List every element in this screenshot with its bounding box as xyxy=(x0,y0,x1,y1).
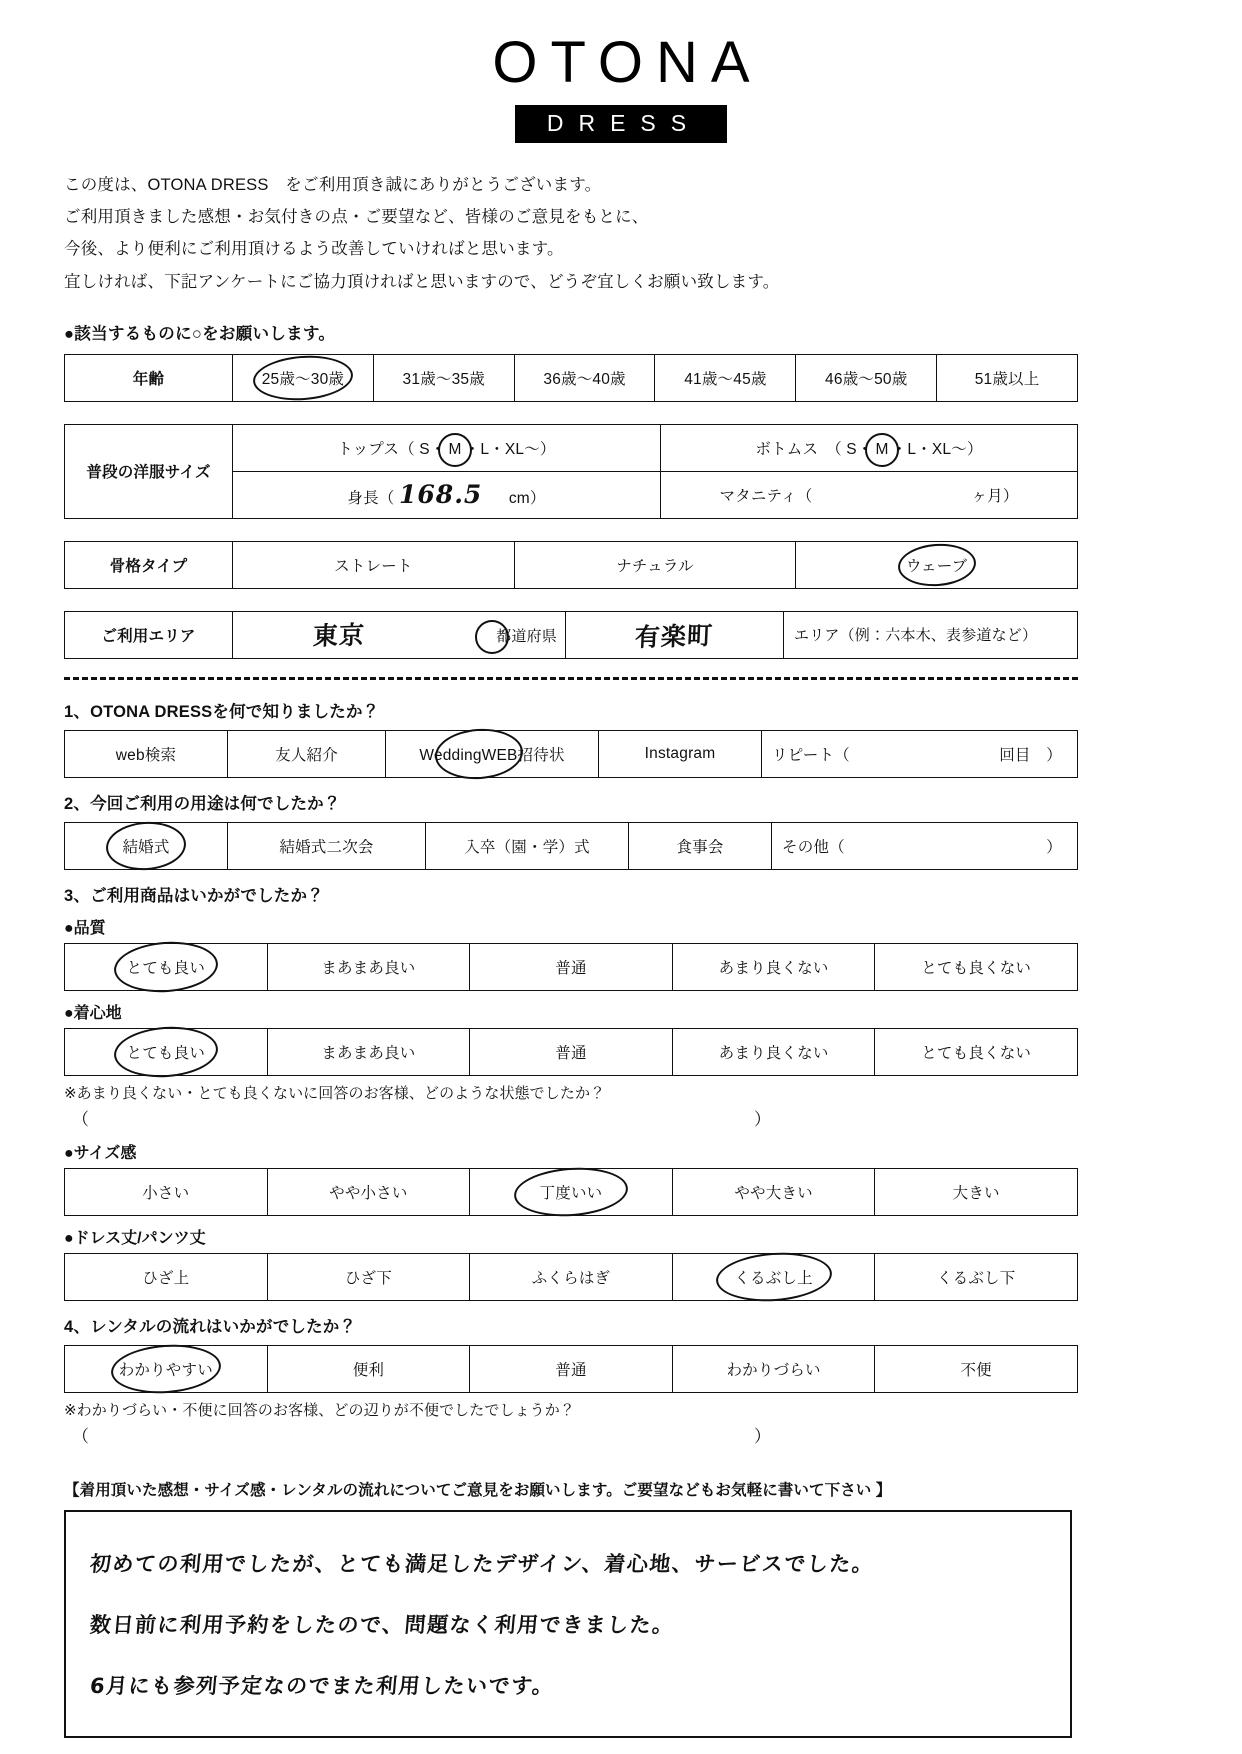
q2-option-1[interactable] xyxy=(228,822,426,869)
table-row xyxy=(65,822,1078,869)
paren-right: ） xyxy=(754,1109,771,1129)
q1-option-2[interactable] xyxy=(386,730,599,777)
age-option-5-label: 51歳以上 xyxy=(974,370,1040,388)
q3-comfort-option-1[interactable] xyxy=(267,1028,470,1075)
section-divider xyxy=(64,677,1078,680)
q3-length-option-3[interactable] xyxy=(672,1253,875,1300)
tops-size-cell[interactable] xyxy=(233,424,661,471)
table-row xyxy=(65,1168,1078,1215)
q3-length-option-4-label: くるぶし下 xyxy=(936,1269,1016,1287)
maternity-suffix: ヶ月） xyxy=(971,487,1019,505)
q1-option-1[interactable] xyxy=(228,730,386,777)
q3-length-option-3-label: くるぶし上 xyxy=(734,1269,813,1287)
q2-option-3[interactable] xyxy=(629,822,772,869)
frame-type-option-2-label: ウェーブ xyxy=(905,557,968,575)
q3-length-option-2-label: ふくらはぎ xyxy=(531,1269,611,1287)
q3-size-feel-label: ●サイズ感 xyxy=(64,1144,137,1162)
q3-length-option-4[interactable] xyxy=(875,1253,1078,1300)
table-row xyxy=(65,424,1078,471)
q2-table xyxy=(64,822,1078,870)
q2-option-1-label: 結婚式二次会 xyxy=(279,838,374,856)
q3-length-table xyxy=(64,1253,1078,1301)
q1-option-4-label: リピート（ xyxy=(772,746,850,764)
spacer xyxy=(0,519,1242,541)
q2-option-0-label: 結婚式 xyxy=(122,838,170,856)
q4-note: ※わかりづらい・不便に回答のお客様、どの辺りが不便でしたでしょうか？ xyxy=(64,1401,575,1419)
frame-type-label: 骨格タイプ xyxy=(65,541,233,588)
q4-heading: 4、レンタルの流れはいかがでしたか？ xyxy=(64,1317,357,1336)
q4-free-input[interactable] xyxy=(64,1422,1078,1448)
maternity-prefix: マタニティ（ xyxy=(719,487,813,505)
frame-type-option-0-label: ストレート xyxy=(334,557,413,575)
age-option-0[interactable] xyxy=(233,354,374,401)
frame-type-option-2[interactable] xyxy=(796,541,1078,588)
q2-other-close: ） xyxy=(1046,838,1062,856)
age-option-4-label: 46歳〜50歳 xyxy=(825,370,908,388)
table-row xyxy=(65,1028,1078,1075)
q4-option-3-label: わかりづらい xyxy=(726,1361,821,1379)
table-row xyxy=(65,943,1078,990)
logo-secondary-text: DRESS xyxy=(515,105,727,143)
bottoms-prefix: ボトムス （ S・ xyxy=(755,440,873,458)
q2-option-2-label: 入卒（園・学）式 xyxy=(464,838,590,856)
paren-right: ） xyxy=(754,1426,771,1446)
use-area-table xyxy=(64,611,1078,659)
age-option-2[interactable] xyxy=(514,354,655,401)
q3-size-feel-option-0-label: 小さい xyxy=(142,1184,190,1202)
q4-table xyxy=(64,1345,1078,1393)
tops-prefix: トップス（ S・ xyxy=(337,440,446,458)
q3-comfort-note: ※あまり良くない・とても良くないに回答のお客様、どのような状態でしたか？ xyxy=(64,1084,606,1102)
q3-quality-option-4-label: とても良くない xyxy=(921,959,1032,977)
q3-heading: 3、ご利用商品はいかがでしたか？ xyxy=(64,886,324,905)
q3-length-option-0[interactable] xyxy=(65,1253,268,1300)
q3-length-option-1[interactable] xyxy=(267,1253,470,1300)
clothing-size-table xyxy=(64,424,1078,519)
q3-comfort-option-3-label: あまり良くない xyxy=(718,1044,829,1062)
age-option-4[interactable] xyxy=(796,354,937,401)
height-cell[interactable] xyxy=(233,471,661,518)
spacer xyxy=(0,1301,1242,1313)
table-row xyxy=(65,1253,1078,1300)
q3-size-feel-option-3[interactable] xyxy=(672,1168,875,1215)
use-area-label: ご利用エリア xyxy=(65,611,233,658)
q4-option-3[interactable] xyxy=(672,1345,875,1392)
q4-option-1-label: 便利 xyxy=(352,1361,385,1379)
paren-left: （ xyxy=(72,1426,89,1446)
maternity-cell[interactable] xyxy=(661,471,1078,518)
free-comment-line-2: 数日前に利用予約をしたので、問題なく利用できました。 xyxy=(88,1612,676,1637)
q3-quality-option-0-label: とても良い xyxy=(126,959,206,977)
q3-size-feel-option-4-label: 大きい xyxy=(952,1184,1000,1202)
age-option-2-label: 36歳〜40歳 xyxy=(543,370,626,388)
q3-size-feel-option-1-label: やや小さい xyxy=(329,1184,408,1202)
q3-size-feel-option-3-label: やや大きい xyxy=(734,1184,813,1202)
q3-comfort-option-0-label: とても良い xyxy=(126,1044,206,1062)
q3-quality-option-4[interactable] xyxy=(875,943,1078,990)
q2-option-0[interactable] xyxy=(65,822,228,869)
q1-option-3-label: Instagram xyxy=(644,744,716,762)
q1-option-0[interactable] xyxy=(65,730,228,777)
clothing-size-label: 普段の洋服サイズ xyxy=(65,424,233,518)
height-prefix: 身長（ xyxy=(347,490,395,508)
q3-length-option-0-label: ひざ上 xyxy=(142,1269,190,1287)
area-hint-cell xyxy=(784,611,1078,658)
age-table xyxy=(64,354,1078,402)
area-cell[interactable] xyxy=(566,611,784,658)
q1-option-4[interactable] xyxy=(762,730,1078,777)
intro-paragraph xyxy=(64,169,1242,298)
age-option-1-label: 31歳〜35歳 xyxy=(402,370,485,388)
prefecture-suffix: 都道府県 xyxy=(496,627,557,645)
free-comment-handwriting xyxy=(90,1534,1054,1717)
q4-option-4-label: 不便 xyxy=(960,1361,992,1379)
q1-heading: 1、OTONA DRESSを何で知りましたか？ xyxy=(64,702,380,721)
free-comment-line-3: 6月にも参列予定なのでまた利用したいです。 xyxy=(88,1673,556,1698)
frame-type-option-0[interactable] xyxy=(233,541,515,588)
q3-quality-option-3[interactable] xyxy=(672,943,875,990)
q3-comfort-option-4-label: とても良くない xyxy=(921,1044,1032,1062)
q3-quality-label: ●品質 xyxy=(64,919,106,937)
height-suffix: cm） xyxy=(508,490,546,508)
q2-option-2[interactable] xyxy=(426,822,629,869)
q3-comfort-option-2[interactable] xyxy=(470,1028,673,1075)
q3-size-feel-option-2-label: 丁度いい xyxy=(539,1184,603,1202)
q4-option-2-label: 普通 xyxy=(555,1361,587,1379)
q2-option-other[interactable] xyxy=(772,822,1078,869)
q1-option-1-label: 友人紹介 xyxy=(275,746,338,764)
q2-option-3-label: 食事会 xyxy=(676,838,724,856)
prefecture-cell[interactable] xyxy=(233,611,566,658)
tops-selected-size: M xyxy=(446,441,465,459)
q3-quality-option-3-label: あまり良くない xyxy=(718,959,829,977)
q3-quality-option-1[interactable] xyxy=(267,943,470,990)
logo-primary-text: OTONA xyxy=(492,30,763,95)
table-row xyxy=(65,611,1078,658)
q3-quality-option-1-label: まあまあ良い xyxy=(321,959,416,977)
q3-size-feel-option-1[interactable] xyxy=(267,1168,470,1215)
q3-comfort-option-0[interactable] xyxy=(65,1028,268,1075)
q3-length-option-2[interactable] xyxy=(470,1253,673,1300)
intro-line-3: 今後、より便利にご利用頂けるよう改善していければと思います。 xyxy=(64,240,564,259)
frame-type-table xyxy=(64,541,1078,589)
circle-instruction: ●該当するものに○をお願いします。 xyxy=(64,324,336,343)
spacer xyxy=(0,402,1242,424)
q3-comfort-option-1-label: まあまあ良い xyxy=(321,1044,416,1062)
table-row xyxy=(65,730,1078,777)
q3-quality-table xyxy=(64,943,1078,991)
prefecture-value: 東京 xyxy=(312,620,366,651)
q3-quality-option-2-label: 普通 xyxy=(555,959,587,977)
intro-line-4: 宜しければ、下記アンケートにご協力頂ければと思いますので、どうぞ宜しくお願い致します。 xyxy=(64,272,780,291)
intro-line-2: ご利用頂きました感想・お気付きの点・ご要望など、皆様のご意見をもとに、 xyxy=(64,208,649,227)
q3-comfort-option-2-label: 普通 xyxy=(555,1044,587,1062)
table-row xyxy=(65,1345,1078,1392)
q4-option-0[interactable] xyxy=(65,1345,268,1392)
q2-other-label: その他（ xyxy=(782,838,845,856)
q1-option-2-label: WeddingWEB招待状 xyxy=(419,746,565,764)
q4-option-2[interactable] xyxy=(470,1345,673,1392)
table-row xyxy=(65,541,1078,588)
age-label: 年齢 xyxy=(65,354,233,401)
tops-suffix: ・L・XL〜） xyxy=(464,440,556,458)
q3-length-label: ●ドレス丈/パンツ丈 xyxy=(64,1229,206,1247)
q3-size-feel-option-2[interactable] xyxy=(470,1168,673,1215)
q4-option-4[interactable] xyxy=(875,1345,1078,1392)
q3-comfort-label: ●着心地 xyxy=(64,1004,122,1022)
paren-left: （ xyxy=(72,1109,89,1129)
brand-logo xyxy=(0,0,1242,143)
bottoms-size-cell[interactable] xyxy=(661,424,1078,471)
age-option-1[interactable] xyxy=(373,354,514,401)
q3-quality-option-2[interactable] xyxy=(470,943,673,990)
q2-heading: 2、今回ご利用の用途は何でしたか？ xyxy=(64,794,341,813)
q1-table xyxy=(64,730,1078,778)
q3-comfort-option-3[interactable] xyxy=(672,1028,875,1075)
frame-type-option-1-label: ナチュラル xyxy=(616,557,694,575)
free-comment-title: 【着用頂いた感想・サイズ感・レンタルの流れについてご意見をお願いします。ご要望などもお気軽に書いて下さい 】 xyxy=(64,1481,892,1499)
area-hint: エリア（例：六本木、表参道など） xyxy=(794,627,1038,645)
age-option-0-label: 25歳〜30歳 xyxy=(261,370,345,388)
table-row xyxy=(65,354,1078,401)
q3-length-option-1-label: ひざ下 xyxy=(344,1269,392,1287)
q4-option-0-label: わかりやすい xyxy=(118,1361,213,1379)
q3-quality-option-0[interactable] xyxy=(65,943,268,990)
q1-option-0-label: web検索 xyxy=(115,746,177,764)
q3-size-feel-table xyxy=(64,1168,1078,1216)
free-comment-box[interactable] xyxy=(64,1510,1072,1738)
q3-size-feel-option-0[interactable] xyxy=(65,1168,268,1215)
frame-type-option-1[interactable] xyxy=(514,541,796,588)
q1-repeat-suffix: 回目 ） xyxy=(999,746,1062,764)
q4-option-1[interactable] xyxy=(267,1345,470,1392)
age-option-3-label: 41歳〜45歳 xyxy=(684,370,767,388)
bottoms-suffix: ・L・XL〜） xyxy=(891,440,983,458)
q3-comfort-free-input[interactable] xyxy=(64,1105,1078,1131)
free-comment-line-1: 初めての利用でしたが、とても満足したデザイン、着心地、サービスでした。 xyxy=(88,1551,876,1576)
intro-line-1: この度は、OTONA DRESS をご利用頂き誠にありがとうございます。 xyxy=(64,176,602,194)
spacer xyxy=(0,589,1242,611)
q1-option-3[interactable] xyxy=(599,730,762,777)
q3-comfort-option-4[interactable] xyxy=(875,1028,1078,1075)
age-option-5[interactable] xyxy=(937,354,1078,401)
spacer xyxy=(0,778,1242,790)
age-option-3[interactable] xyxy=(655,354,796,401)
spacer xyxy=(0,870,1242,882)
q3-comfort-table xyxy=(64,1028,1078,1076)
q3-size-feel-option-4[interactable] xyxy=(875,1168,1078,1215)
area-value: 有楽町 xyxy=(634,620,715,652)
bottoms-selected-size: M xyxy=(873,441,892,459)
height-value: 168.5 xyxy=(399,480,483,510)
